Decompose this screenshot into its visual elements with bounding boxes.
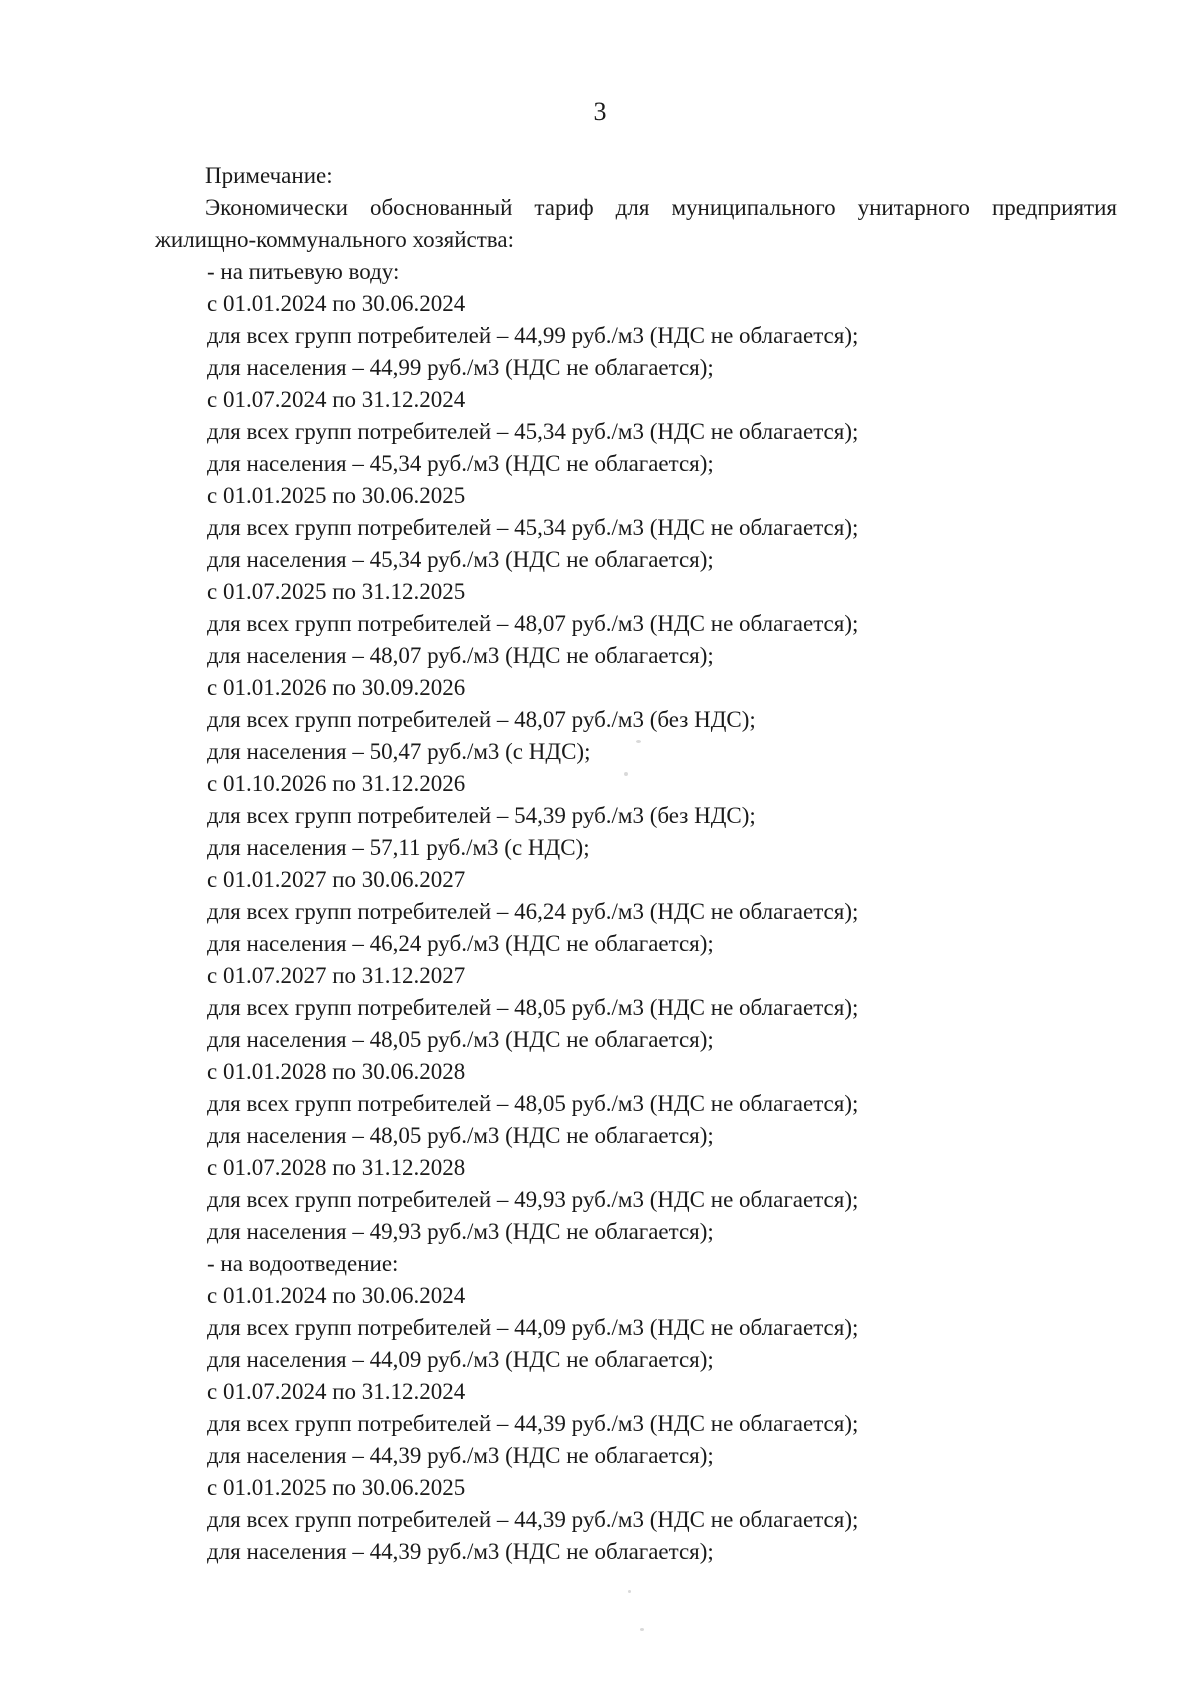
period-range: с 01.01.2027 по 30.06.2027 <box>207 867 466 892</box>
tariff-population: для населения – 48,05 руб./м3 (НДС не облагается); <box>207 1123 714 1148</box>
period-list <box>0 1280 1200 1568</box>
tariff-period <box>0 1472 1200 1568</box>
period-range: с 01.07.2024 по 31.12.2024 <box>207 387 466 412</box>
tariff-population: для населения – 44,39 руб./м3 (НДС не облагается); <box>207 1443 714 1468</box>
period-range: с 01.07.2024 по 31.12.2024 <box>207 1379 466 1404</box>
tariff-all-groups: для всех групп потребителей – 44,09 руб./м3 (НДС не облагается); <box>207 1315 859 1340</box>
note-title: Примечание: <box>205 163 333 188</box>
section-heading: - на питьевую воду: <box>207 259 400 284</box>
note-body <box>0 160 1200 1568</box>
tariff-all-groups: для всех групп потребителей – 48,05 руб./м3 (НДС не облагается); <box>207 995 859 1020</box>
period-range: с 01.01.2024 по 30.06.2024 <box>207 1283 466 1308</box>
tariff-population: для населения – 48,05 руб./м3 (НДС не облагается); <box>207 1027 714 1052</box>
tariff-all-groups: для всех групп потребителей – 45,34 руб./м3 (НДС не облагается); <box>207 419 859 444</box>
tariff-all-groups: для всех групп потребителей – 44,39 руб./м3 (НДС не облагается); <box>207 1507 859 1532</box>
tariff-all-groups: для всех групп потребителей – 48,07 руб./м3 (НДС не облагается); <box>207 611 859 636</box>
tariff-all-groups: для всех групп потребителей – 44,39 руб./м3 (НДС не облагается); <box>207 1411 859 1436</box>
tariff-all-groups: для всех групп потребителей – 49,93 руб./м3 (НДС не облагается); <box>207 1187 859 1212</box>
tariff-all-groups: для всех групп потребителей – 46,24 руб./м3 (НДС не облагается); <box>207 899 859 924</box>
tariff-period <box>0 480 1200 576</box>
tariff-all-groups: для всех групп потребителей – 45,34 руб./м3 (НДС не облагается); <box>207 515 859 540</box>
section-heading: - на водоотведение: <box>207 1251 399 1276</box>
tariff-population: для населения – 57,11 руб./м3 (с НДС); <box>207 835 590 860</box>
intro-line-2: жилищно-коммунального хозяйства: <box>155 227 514 252</box>
tariff-population: для населения – 44,99 руб./м3 (НДС не облагается); <box>207 355 714 380</box>
tariff-period <box>0 384 1200 480</box>
tariff-section <box>0 256 1200 1248</box>
tariff-period <box>0 960 1200 1056</box>
tariff-population: для населения – 49,93 руб./м3 (НДС не облагается); <box>207 1219 714 1244</box>
period-range: с 01.07.2025 по 31.12.2025 <box>207 579 466 604</box>
tariff-population: для населения – 50,47 руб./м3 (с НДС); <box>207 739 591 764</box>
tariff-all-groups: для всех групп потребителей – 48,05 руб./м3 (НДС не облагается); <box>207 1091 859 1116</box>
period-range: с 01.07.2028 по 31.12.2028 <box>207 1155 466 1180</box>
tariff-period <box>0 1152 1200 1248</box>
period-range: с 01.01.2024 по 30.06.2024 <box>207 291 466 316</box>
scan-speck <box>628 1590 631 1593</box>
tariff-population: для населения – 45,34 руб./м3 (НДС не облагается); <box>207 451 714 476</box>
tariff-period <box>0 1376 1200 1472</box>
tariff-all-groups: для всех групп потребителей – 44,99 руб./м3 (НДС не облагается); <box>207 323 859 348</box>
period-range: с 01.01.2028 по 30.06.2028 <box>207 1059 466 1084</box>
tariff-period <box>0 768 1200 864</box>
tariff-sections <box>0 256 1200 1568</box>
period-range: с 01.01.2025 по 30.06.2025 <box>207 1475 466 1500</box>
tariff-period <box>0 864 1200 960</box>
tariff-period <box>0 1056 1200 1152</box>
tariff-all-groups: для всех групп потребителей – 48,07 руб./м3 (без НДС); <box>207 707 756 732</box>
tariff-population: для населения – 46,24 руб./м3 (НДС не облагается); <box>207 931 714 956</box>
page-number: 3 <box>593 97 607 126</box>
scan-speck <box>636 740 641 743</box>
period-range: с 01.01.2025 по 30.06.2025 <box>207 483 466 508</box>
scan-speck <box>624 772 628 776</box>
period-range: с 01.07.2027 по 31.12.2027 <box>207 963 466 988</box>
scan-speck <box>640 1628 644 1631</box>
tariff-period <box>0 672 1200 768</box>
tariff-period <box>0 288 1200 384</box>
period-list <box>0 288 1200 1248</box>
period-range: с 01.10.2026 по 31.12.2026 <box>207 771 466 796</box>
intro-line-1: Экономически обоснованный тариф для муниципального унитарного предприятия <box>205 195 1117 220</box>
tariff-all-groups: для всех групп потребителей – 54,39 руб./м3 (без НДС); <box>207 803 756 828</box>
tariff-population: для населения – 48,07 руб./м3 (НДС не облагается); <box>207 643 714 668</box>
tariff-population: для населения – 44,39 руб./м3 (НДС не облагается); <box>207 1539 714 1564</box>
tariff-population: для населения – 44,09 руб./м3 (НДС не облагается); <box>207 1347 714 1372</box>
tariff-section <box>0 1248 1200 1568</box>
tariff-period <box>0 1280 1200 1376</box>
period-range: с 01.01.2026 по 30.09.2026 <box>207 675 466 700</box>
tariff-population: для населения – 45,34 руб./м3 (НДС не облагается); <box>207 547 714 572</box>
tariff-period <box>0 576 1200 672</box>
